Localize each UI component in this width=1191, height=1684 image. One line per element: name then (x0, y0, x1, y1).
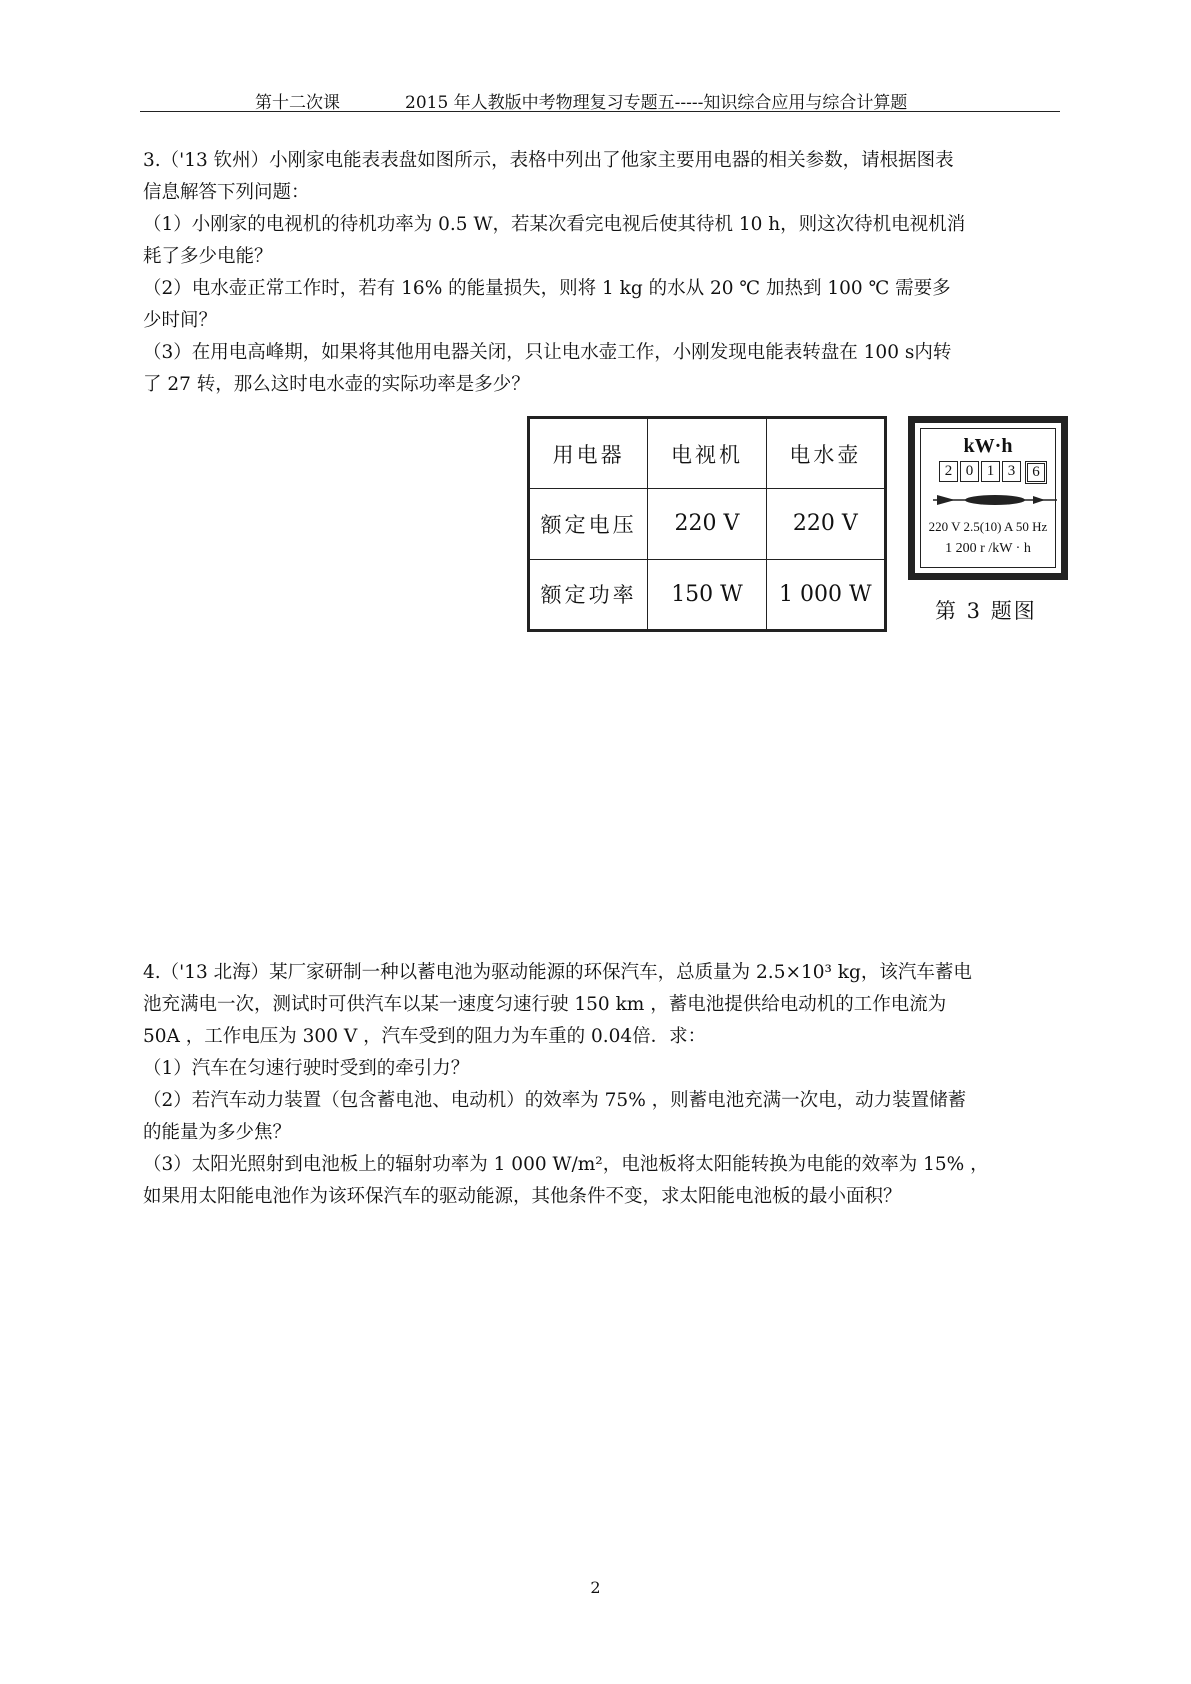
question-line: （1）小刚家的电视机的待机功率为 0.5 W，若某次看完电视后使其待机 10 h，则这次待机电视机消 (143, 214, 966, 235)
question-line: （2）若汽车动力装置（包含蓄电池、电动机）的效率为 75% ，则蓄电池充满一次电，动力装置储蓄 (143, 1090, 967, 1111)
question-line: 了 27 转，那么这时电水壶的实际功率是多少？ (143, 374, 530, 395)
question-line: 3.（'13 钦州）小刚家电能表表盘如图所示，表格中列出了他家主要用电器的相关参数，请根据图表 (143, 150, 954, 171)
table-header-cell: 电水壶 (766, 419, 884, 489)
question-line: 少时间？ (143, 310, 218, 331)
lesson-label: 第十二次课 (255, 93, 340, 113)
question-line: 耗了多少电能？ (143, 246, 273, 267)
meter-readout (939, 461, 1049, 484)
meter-face (920, 428, 1056, 568)
question-line: （2）电水壶正常工作时，若有 16% 的能量损失，则将 1 kg 的水从 20 ℃ 加热到 100 ℃ 需要多 (143, 278, 951, 299)
question-line: 4.（'13 北海）某厂家研制一种以蓄电池为驱动能源的环保汽车，总质量为 2.5×10³ kg，该汽车蓄电 (143, 962, 972, 983)
meter-rating: 220 V 2.5(10) A 50 Hz (928, 519, 1048, 534)
appliance-table (527, 416, 887, 632)
meter-digit: 2 (939, 461, 958, 482)
table-row (530, 489, 885, 559)
table-header-row (530, 419, 885, 489)
question-3 (143, 145, 1063, 401)
question-line: 信息解答下列问题： (143, 182, 310, 203)
table-cell: 220 V (766, 489, 884, 559)
table-cell: 额定电压 (530, 489, 648, 559)
meter-digit: 3 (1002, 461, 1021, 482)
question-line: 池充满电一次，测试时可供汽车以某一速度匀速行驶 150 km ，蓄电池提供给电动机的工作电流为 (143, 994, 947, 1015)
question-line: （3）太阳光照射到电池板上的辐射功率为 1 000 W/m²，电池板将太阳能转换为电能的效率为 15% ， (143, 1154, 989, 1175)
meter-digit: 0 (960, 461, 979, 482)
table-header-cell: 用电器 (530, 419, 648, 489)
table-cell: 150 W (648, 559, 766, 629)
meter-decimal-digit: 6 (1025, 461, 1047, 484)
table-cell: 额定功率 (530, 559, 648, 629)
table-cell: 220 V (648, 489, 766, 559)
figure-caption: 第 3 题图 (935, 599, 1037, 623)
header-title: 2015 年人教版中考物理复习专题五-----知识综合应用与综合计算题 (405, 93, 908, 113)
meter-constant: 1 200 r /kW · h (945, 541, 1031, 556)
header-rule (140, 111, 1060, 112)
question-line: 的能量为多少焦？ (143, 1122, 292, 1143)
table-row (530, 559, 885, 629)
question-line: （1）汽车在匀速行驶时受到的牵引力？ (143, 1058, 470, 1079)
table-cell: 1 000 W (766, 559, 884, 629)
table-header-cell: 电视机 (648, 419, 766, 489)
meter-digit: 1 (981, 461, 1000, 482)
question-line: 50A ，工作电压为 300 V ，汽车受到的阻力为车重的 0.04倍．求： (143, 1026, 707, 1047)
meter-unit: kW·h (963, 435, 1013, 457)
electricity-meter (908, 416, 1068, 580)
page-number: 2 (590, 1578, 601, 1597)
question-line: 如果用太阳能电池作为该环保汽车的驱动能源，其他条件不变，求太阳能电池板的最小面积？ (143, 1186, 902, 1207)
meter-disc-icon (933, 493, 1057, 507)
question-line: （3）在用电高峰期，如果将其他用电器关闭，只让电水壶工作，小刚发现电能表转盘在 100 s内转 (143, 342, 952, 363)
question-4 (143, 957, 1063, 1213)
